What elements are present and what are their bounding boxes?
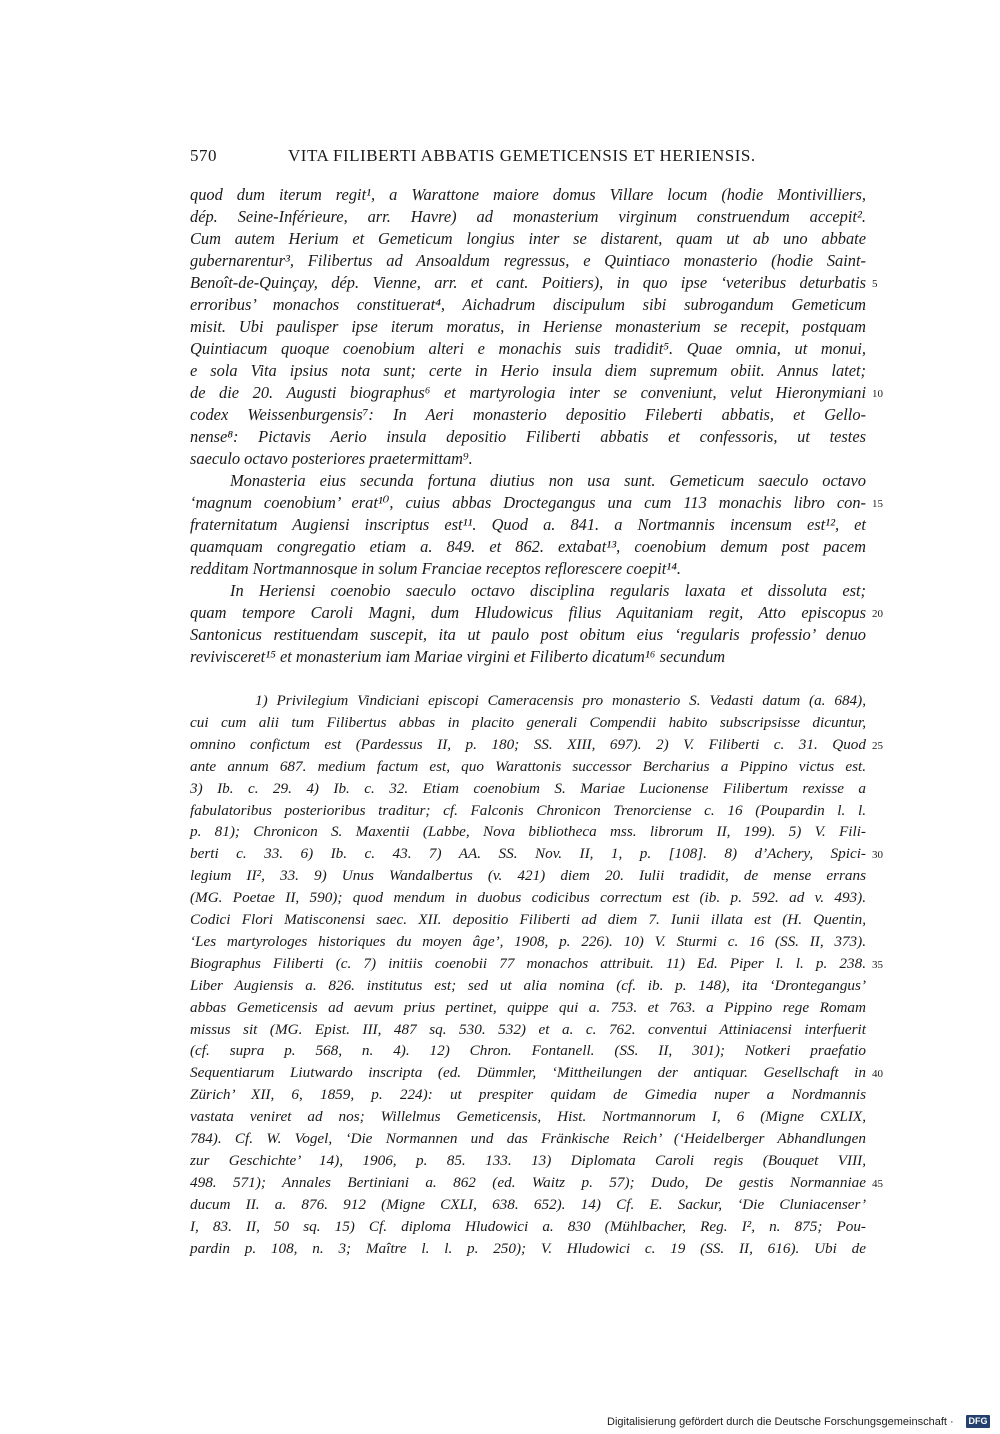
footnote-line: Zürich’ XII, 6, 1859, p. 224): ut prespiter quidam de Gimedia nuper a Nordmannis xyxy=(190,1086,866,1103)
footnote-line: 784). Cf. W. Vogel, ‘Die Normannen und das Fränkische Reich’ (‘Heidelberger Abhandlungen xyxy=(190,1130,866,1147)
line-number: 15 xyxy=(872,498,883,510)
footnote-line: cui cum alii tum Filibertus abbas in placito generali Compendii habito subscripsisse dicuntur, xyxy=(190,714,866,731)
footnote-line: ducum II. a. 876. 912 (Migne CXLI, 638. 652). 14) Cf. E. Sackur, ‘Die Cluniacenser’ xyxy=(190,1196,866,1213)
text-line: Monasteria eius secunda fortuna diutius non usa sunt. Gemeticum saeculo octavo xyxy=(230,471,866,490)
text-line: quam tempore Caroli Magni, dum Hludowicus filius Aquitaniam regit, Atto episcopus xyxy=(190,603,866,622)
text-line: dép. Seine-Inférieure, arr. Havre) ad monasterium virginum construendum accepit². xyxy=(190,207,866,226)
footnote-line: missus sit (MG. Epist. III, 487 sq. 530. 532) et a. c. 762. conventui Attiniacensi interfuerit xyxy=(190,1021,866,1038)
footnote-line: 1) Privilegium Vindiciani episcopi Cameracensis pro monasterio S. Vedasti datum (a. 684), xyxy=(255,692,866,709)
line-number: 25 xyxy=(872,740,883,752)
text-line: revivisceret¹⁵ et monasterium iam Mariae virgini et Filiberto dicatum¹⁶ secundum xyxy=(190,647,726,666)
footnote-line: I, 83. II, 50 sq. 15) Cf. diploma Hludowici a. 830 (Mühlbacher, Reg. I², n. 875; Pou- xyxy=(190,1218,866,1235)
text-line: Santonicus restituendam suscepit, ita ut paulo post obitum eius ‘regularis professio’ denuo xyxy=(190,625,866,644)
footnote-line: ‘Les martyrologes historiques du moyen âge’, 1908, p. 226). 10) V. Sturmi c. 16 (SS. II, 373). xyxy=(190,933,866,950)
text-line: saeculo octavo posteriores praetermittam⁹. xyxy=(190,449,473,468)
digitization-credit: Digitalisierung gefördert durch die Deutsche Forschungsgemeinschaft · xyxy=(607,1416,954,1428)
footnote-line: ante annum 687. medium factum est, quo Warattonis successor Bercharius a Pippino victus est. xyxy=(190,758,866,775)
footnote-line: berti c. 33. 6) Ib. c. 43. 7) AA. SS. Nov. II, 1, p. [108]. 8) d’Achery, Spici- xyxy=(190,845,866,862)
text-line: e sola Vita ipsius nota sunt; certe in Herio insula diem supremum obiit. Annus latet; xyxy=(190,361,866,380)
text-line: quod dum iterum regit¹, a Warattone maiore domus Villare locum (hodie Montivilliers, xyxy=(190,185,866,204)
running-header xyxy=(190,146,820,172)
line-number: 5 xyxy=(872,278,878,290)
text-line: Cum autem Herium et Gemeticum longius inter se distarent, quam ut ab uno abbate xyxy=(190,229,866,248)
footnote-line: omnino confictum est (Pardessus II, p. 180; SS. XIII, 697). 2) V. Filiberti c. 31. Quod xyxy=(190,736,866,753)
text-line: Benoît-de-Quinçay, dép. Vienne, arr. et cant. Poitiers), in quo ipse ‘veteribus deturbatis xyxy=(190,273,866,292)
footnote-line: Codici Flori Matisconensi saec. XII. depositio Filiberti ad diem 7. Iunii illata est (H. Quentin, xyxy=(190,911,866,928)
text-line: codex Weissenburgensis⁷: In Aeri monasterio depositio Fileberti abbatis, et Gello- xyxy=(190,405,866,424)
text-line: misit. Ubi paulisper ipse iterum moratus, in Heriense monasterium se recepit, postquam xyxy=(190,317,866,336)
text-line: gubernarentur³, Filibertus ad Ansoaldum regressus, e Quintiaco monasterio (hodie Saint- xyxy=(190,251,866,270)
text-line: Quintiacum quoque coenobium alteri e monachis suis tradidit⁵. Quae omnia, ut monui, xyxy=(190,339,866,358)
text-line: ‘magnum coenobium’ erat¹⁰, cuius abbas Droctegangus una cum 113 monachis libro con- xyxy=(190,493,866,512)
line-number: 20 xyxy=(872,608,883,620)
line-number: 10 xyxy=(872,388,883,400)
footnote-line: legium II², 33. 9) Unus Wandalbertus (v. 421) diem 20. Iulii tradidit, de mense errans xyxy=(190,867,866,884)
text-line: nense⁸: Pictavis Aerio insula depositio Filiberti abbatis et confessoris, ut testes xyxy=(190,427,866,446)
footnote-line: pardin p. 108, n. 3; Maître l. l. p. 250); V. Hludowici c. 19 (SS. II, 616). Ubi de xyxy=(190,1240,866,1257)
text-line: redditam Nortmannosque in solum Franciae receptos reflorescere coepit¹⁴. xyxy=(190,559,682,578)
line-number: 40 xyxy=(872,1068,883,1080)
running-title: VITA FILIBERTI ABBATIS GEMETICENSIS ET HERIENSIS. xyxy=(288,146,756,165)
text-line: quamquam congregatio etiam a. 849. et 862. extabat¹³, coenobium demum post pacem xyxy=(190,537,866,556)
footnote-line: 3) Ib. c. 29. 4) Ib. c. 32. Etiam coenobium S. Mariae Lucionense Filibertum rexisse a xyxy=(190,780,866,797)
page-number: 570 xyxy=(190,146,217,165)
text-line: de die 20. Augusti biographus⁶ et martyrologia inter se conveniunt, velut Hieronymiani xyxy=(190,383,866,402)
text-line: In Heriensi coenobio saeculo octavo disciplina regularis laxata et dissoluta est; xyxy=(230,581,866,600)
footnote-line: zur Geschichte’ 14), 1906, p. 85. 133. 13) Diplomata Caroli regis (Bouquet VIII, xyxy=(190,1152,866,1169)
line-number: 35 xyxy=(872,959,883,971)
footnote-line: (cf. supra p. 568, n. 4). 12) Chron. Fontanell. (SS. II, 301); Notkeri praefatio xyxy=(190,1042,866,1059)
footnote-line: Liber Augiensis a. 826. institutus est; sed ut alia nomina (cf. ib. p. 148), ita ‘Drontegangus’ xyxy=(190,977,866,994)
footnote-line: abbas Gemeticensis ad aevum prius pertinet, quippe qui a. 753. et 763. a Pippino rege Romam xyxy=(190,999,866,1016)
footnote-line: fabulatoribus posterioribus traditur; cf. Falconis Chronicon Trenorciense c. 16 (Poupardin l. l. xyxy=(190,802,866,819)
footnote-line: p. 81); Chronicon S. Maxentii (Labbe, Nova bibliotheca mss. librorum II, 199). 5) V. Fili- xyxy=(190,823,866,840)
line-number: 30 xyxy=(872,849,883,861)
footnote-line: vastata veniret ad nos; Willelmus Gemeticensis, Hist. Nortmannorum I, 6 (Migne CXLIX, xyxy=(190,1108,866,1125)
footnote-line: Sequentiarum Liutwardo inscripta (ed. Dümmler, ‘Mittheilungen der antiquar. Gesellschaft in xyxy=(190,1064,866,1081)
text-line: fraternitatum Augiensi inscriptus est¹¹. Quod a. 841. a Nortmannis incensum est¹², et xyxy=(190,515,866,534)
footnote-line: (MG. Poetae II, 590); quod mendum in duobus codicibus correctum est (ib. p. 592. ad v. 493). xyxy=(190,889,866,906)
text-line: erroribus’ monachos constituerat⁴, Aichadrum discipulum sibi subrogandum Gemeticum xyxy=(190,295,866,314)
line-number: 45 xyxy=(872,1178,883,1190)
dfg-logo: DFG xyxy=(966,1415,990,1428)
footnote-line: Biographus Filiberti (c. 7) initiis coenobii 77 monachos attribuit. 11) Ed. Piper l. l. p. 238. xyxy=(190,955,866,972)
footnote-line: 498. 571); Annales Bertiniani a. 862 (ed. Waitz p. 57); Dudo, De gestis Normanniae xyxy=(190,1174,866,1191)
